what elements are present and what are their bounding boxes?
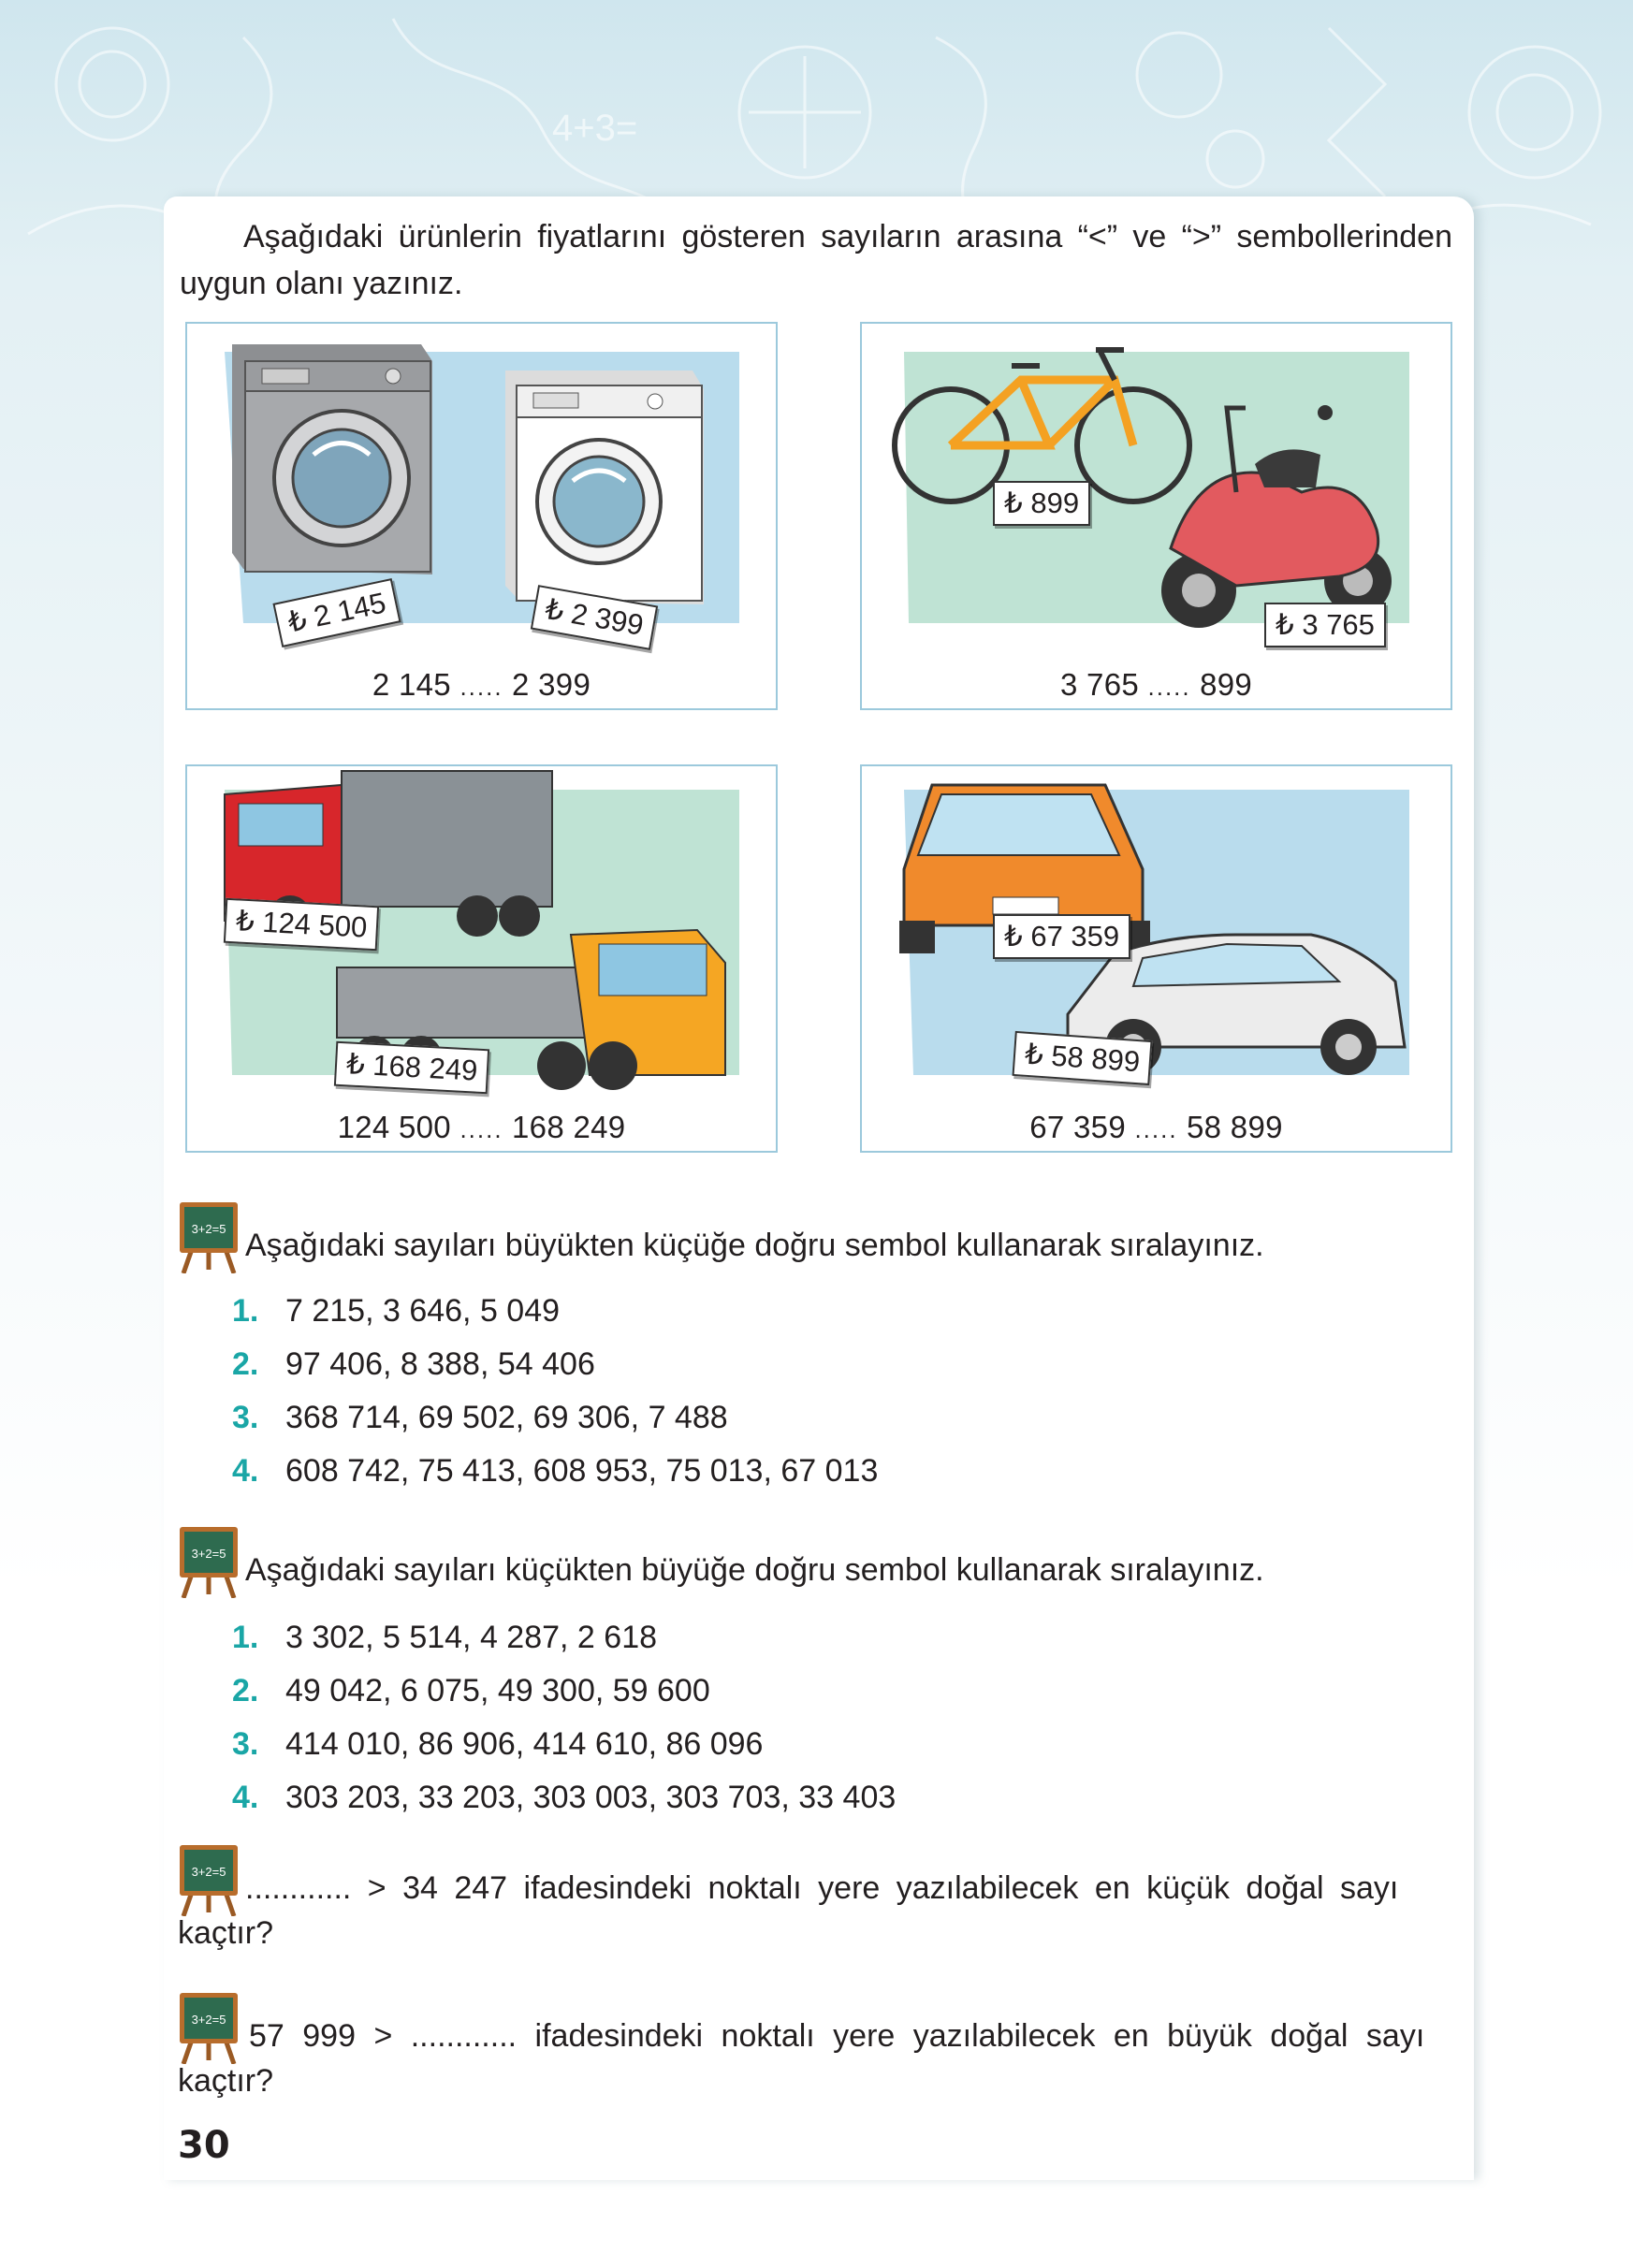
price-tag-gray-washer: ₺ 2 145: [272, 578, 401, 647]
question-2-list: [232, 1611, 896, 1825]
chalkboard-icon: [178, 1991, 240, 2064]
price-tag-scooter: ₺ 3 765: [1264, 603, 1386, 647]
white-washing-machine: [505, 371, 704, 604]
question-1-text: Aşağıdaki sayıları büyükten küçüğe doğru sembol kullanarak sıralayınız.: [245, 1228, 1264, 1263]
bicycle-scooter-illustration: [862, 324, 1454, 712]
svg-text:4+3=: 4+3=: [552, 108, 638, 149]
list-item: 1. 3 302, 5 514, 4 287, 2 618: [232, 1620, 658, 1655]
question-3-line1: ............ > 34 247 ifadesindeki noktalı yere yazılabilecek en küçük doğal sayı: [245, 1870, 1399, 1906]
svg-text:3+2=5: 3+2=5: [191, 2013, 226, 2027]
panel-bicycle-scooter: [860, 322, 1452, 710]
trucks-illustration: [187, 766, 780, 1155]
list-item: 3. 368 714, 69 502, 69 306, 7 488: [232, 1400, 728, 1435]
question-4-line2: kaçtır?: [178, 2063, 274, 2099]
comparison-line: 2 145 ..... 2 399: [372, 667, 591, 702]
chalkboard-icon: [178, 1525, 240, 1598]
gray-washing-machine: [232, 344, 432, 574]
intro-instruction: Aşağıdaki ürünlerin fiyatlarını gösteren sayıların arasına “<” ve “>” sembollerinden uygun olanı yazınız.: [180, 219, 1452, 301]
price-tag-white-washer: ₺ 2 399: [531, 585, 658, 650]
list-item: 2. 49 042, 6 075, 49 300, 59 600: [232, 1673, 710, 1708]
comparison-line: 124 500 ..... 168 249: [337, 1110, 626, 1144]
comparison-line: 3 765 ..... 899: [1059, 667, 1253, 702]
price-tag-bicycle: ₺ 899: [993, 481, 1090, 526]
price-tag-white-car: ₺ 58 899: [1013, 1031, 1153, 1085]
svg-text:3+2=5: 3+2=5: [191, 1222, 226, 1236]
svg-text:3+2=5: 3+2=5: [191, 1547, 226, 1561]
list-item: 1. 7 215, 3 646, 5 049: [232, 1293, 561, 1329]
panel-trucks: [185, 764, 778, 1153]
price-tag-red-truck: ₺ 124 500: [224, 898, 380, 952]
svg-text:3+2=5: 3+2=5: [191, 1865, 226, 1879]
question-2-text: Aşağıdaki sayıları küçükten büyüğe doğru sembol kullanarak sıralayınız.: [245, 1552, 1264, 1588]
price-tag-yellow-truck: ₺ 168 249: [334, 1041, 490, 1095]
list-item: 4. 303 203, 33 203, 303 003, 303 703, 33 403: [232, 1780, 897, 1815]
chalkboard-icon: [178, 1843, 240, 1916]
chalkboard-icon: [178, 1200, 240, 1273]
list-item: 4. 608 742, 75 413, 608 953, 75 013, 67 013: [232, 1453, 879, 1489]
panel-cars: [860, 764, 1452, 1153]
question-4-line1: 57 999 > ............ ifadesindeki noktalı yere yazılabilecek en büyük doğal sayı: [249, 2018, 1425, 2054]
price-tag-orange-car: ₺ 67 359: [993, 914, 1130, 959]
panel-washing-machines: [185, 322, 778, 710]
question-1-list: [232, 1285, 878, 1498]
cars-illustration: [862, 766, 1454, 1155]
page-number: 30: [178, 2124, 230, 2167]
question-3-line2: kaçtır?: [178, 1915, 274, 1951]
list-item: 2. 97 406, 8 388, 54 406: [232, 1346, 595, 1382]
comparison-line: 67 359 ..... 58 899: [1029, 1110, 1283, 1144]
washing-machines-illustration: [187, 324, 780, 712]
list-item: 3. 414 010, 86 906, 414 610, 86 096: [232, 1726, 764, 1762]
